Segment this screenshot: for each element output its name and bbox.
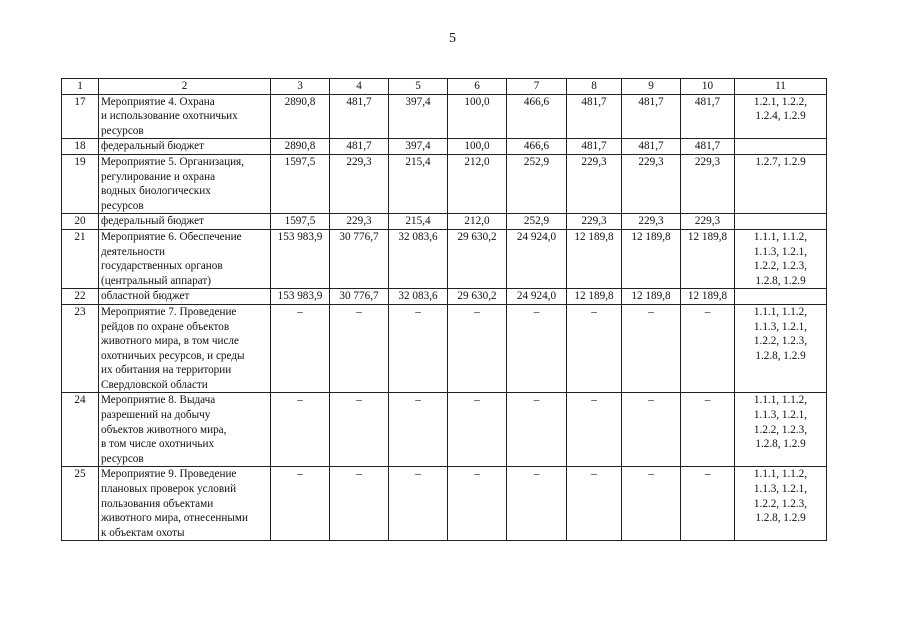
row-title-line: ресурсов [101, 199, 144, 212]
table-row [62, 139, 827, 155]
header-cell: 1 [62, 79, 99, 95]
row-title-line: регулирование и охрана [101, 170, 216, 183]
target-codes [735, 229, 827, 288]
target-code-line: 1.1.1, 1.1.2, [753, 468, 808, 481]
header-cell: 10 [681, 79, 735, 95]
value-cell: 215,4 [389, 214, 448, 230]
value-cell: 229,3 [330, 154, 389, 213]
value-cell: 397,4 [389, 94, 448, 139]
target-code-line: 1.2.2, 1.2.3, [753, 497, 808, 510]
row-title-line: их обитания на территории [101, 364, 232, 377]
row-title-line: водных биологических [101, 185, 211, 198]
row-title-line: Мероприятие 6. Обеспечение [101, 230, 242, 243]
target-code-line: 1.1.1, 1.1.2, [753, 305, 808, 318]
value-cell: – [330, 467, 389, 541]
value-cell: 32 083,6 [389, 229, 448, 288]
target-code-line: 1.2.2, 1.2.3, [753, 423, 808, 436]
target-code-line: 1.1.3, 1.2.1, [753, 483, 808, 496]
target-codes [735, 214, 827, 230]
value-cell: 29 630,2 [448, 289, 507, 305]
target-code-line: 1.1.1, 1.1.2, [753, 394, 808, 407]
header-cell: 8 [567, 79, 622, 95]
row-title-line: Мероприятие 5. Организация, [101, 155, 244, 168]
target-code-line: 1.2.1, 1.2.2, [753, 95, 808, 108]
row-title [99, 393, 271, 467]
target-codes [735, 94, 827, 139]
table-row [62, 214, 827, 230]
value-cell: 12 189,8 [567, 229, 622, 288]
row-number: 18 [62, 139, 99, 155]
value-cell: 466,6 [507, 139, 567, 155]
value-cell: – [271, 393, 330, 467]
value-cell: 229,3 [567, 154, 622, 213]
value-cell: – [507, 304, 567, 393]
value-cell: 100,0 [448, 94, 507, 139]
row-number: 22 [62, 289, 99, 305]
value-cell: – [271, 467, 330, 541]
row-number: 23 [62, 304, 99, 393]
row-number: 19 [62, 154, 99, 213]
row-number: 24 [62, 393, 99, 467]
row-title-line: Свердловской области [101, 378, 208, 391]
row-title-line: объектов животного мира, [101, 423, 227, 436]
target-code-line: 1.1.1, 1.1.2, [753, 230, 808, 243]
value-cell: 229,3 [681, 214, 735, 230]
value-cell: 481,7 [567, 94, 622, 139]
value-cell: 481,7 [330, 139, 389, 155]
row-title-line: плановых проверок условий [101, 483, 237, 496]
value-cell: – [622, 393, 681, 467]
row-title [99, 229, 271, 288]
target-code-line: 1.2.8, 1.2.9 [755, 438, 806, 451]
row-title-line: разрешений на добычу [101, 409, 211, 422]
target-codes [735, 139, 827, 155]
value-cell: – [681, 304, 735, 393]
row-title-line: и использование охотничьих [101, 110, 238, 123]
value-cell: – [507, 467, 567, 541]
value-cell: 30 776,7 [330, 229, 389, 288]
value-cell: – [681, 393, 735, 467]
target-code-line: 1.2.8, 1.2.9 [755, 349, 806, 362]
page-number: 5 [449, 31, 456, 46]
row-title-line: рейдов по охране объектов [101, 320, 230, 333]
target-codes [735, 467, 827, 541]
target-code-line: 1.2.7, 1.2.9 [755, 155, 806, 168]
value-cell: 12 189,8 [681, 229, 735, 288]
value-cell: – [448, 304, 507, 393]
row-number: 20 [62, 214, 99, 230]
row-title [99, 289, 271, 305]
row-title-line: Мероприятие 7. Проведение [101, 305, 237, 318]
value-cell: 481,7 [681, 94, 735, 139]
table-row [62, 289, 827, 305]
value-cell: – [622, 304, 681, 393]
header-cell: 3 [271, 79, 330, 95]
value-cell: – [389, 393, 448, 467]
value-cell: 153 983,9 [271, 229, 330, 288]
row-title-line: деятельности [101, 245, 166, 258]
value-cell: 12 189,8 [681, 289, 735, 305]
value-cell: – [448, 467, 507, 541]
value-cell: 252,9 [507, 214, 567, 230]
row-title-line: (центральный аппарат) [101, 274, 211, 287]
target-code-line: 1.1.3, 1.2.1, [753, 409, 808, 422]
value-cell: – [567, 467, 622, 541]
target-codes [735, 289, 827, 305]
value-cell: 29 630,2 [448, 229, 507, 288]
row-title [99, 214, 271, 230]
value-cell: – [448, 393, 507, 467]
value-cell: 397,4 [389, 139, 448, 155]
value-cell: 481,7 [681, 139, 735, 155]
value-cell: 481,7 [622, 94, 681, 139]
target-code-line: 1.2.8, 1.2.9 [755, 512, 806, 525]
value-cell: 481,7 [622, 139, 681, 155]
table-body [62, 79, 827, 541]
table-row [62, 304, 827, 393]
row-title-line: ресурсов [101, 452, 144, 465]
row-title [99, 94, 271, 139]
row-title-line: животного мира, отнесенными [101, 512, 248, 525]
value-cell: 229,3 [681, 154, 735, 213]
row-title-line: Мероприятие 9. Проведение [101, 468, 237, 481]
row-number: 17 [62, 94, 99, 139]
target-code-line: 1.1.3, 1.2.1, [753, 320, 808, 333]
target-code-line: 1.2.4, 1.2.9 [755, 110, 806, 123]
value-cell: 481,7 [330, 94, 389, 139]
target-code-line: 1.2.2, 1.2.3, [753, 335, 808, 348]
value-cell: 466,6 [507, 94, 567, 139]
table-row [62, 154, 827, 213]
header-cell: 2 [99, 79, 271, 95]
target-code-line: 1.1.3, 1.2.1, [753, 245, 808, 258]
budget-table [61, 78, 827, 541]
row-title-line: животного мира, в том числе [101, 335, 239, 348]
header-cell: 11 [735, 79, 827, 95]
value-cell: – [271, 304, 330, 393]
value-cell: 481,7 [567, 139, 622, 155]
value-cell: 229,3 [622, 154, 681, 213]
value-cell: – [330, 393, 389, 467]
header-row [62, 79, 827, 95]
value-cell: 1597,5 [271, 214, 330, 230]
header-cell: 7 [507, 79, 567, 95]
table-row [62, 94, 827, 139]
row-title-line: пользования объектами [101, 497, 214, 510]
target-code-line: 1.2.8, 1.2.9 [755, 274, 806, 287]
value-cell: 212,0 [448, 214, 507, 230]
row-number: 25 [62, 467, 99, 541]
value-cell: 12 189,8 [622, 229, 681, 288]
value-cell: 24 924,0 [507, 229, 567, 288]
value-cell: 215,4 [389, 154, 448, 213]
value-cell: 229,3 [330, 214, 389, 230]
row-title-line: к объектам охоты [101, 526, 185, 539]
target-codes [735, 304, 827, 393]
header-cell: 9 [622, 79, 681, 95]
value-cell: – [389, 304, 448, 393]
value-cell: 153 983,9 [271, 289, 330, 305]
value-cell: 100,0 [448, 139, 507, 155]
header-cell: 6 [448, 79, 507, 95]
value-cell: 229,3 [622, 214, 681, 230]
value-cell: 212,0 [448, 154, 507, 213]
table-row [62, 467, 827, 541]
value-cell: – [330, 304, 389, 393]
row-title-line: федеральный бюджет [101, 140, 204, 153]
value-cell: – [567, 393, 622, 467]
value-cell: 24 924,0 [507, 289, 567, 305]
value-cell: 12 189,8 [622, 289, 681, 305]
row-number: 21 [62, 229, 99, 288]
row-title-line: областной бюджет [101, 290, 190, 303]
value-cell: 229,3 [567, 214, 622, 230]
row-title-line: государственных органов [101, 260, 223, 273]
value-cell: – [389, 467, 448, 541]
row-title-line: охотничьих ресурсов, и среды [101, 349, 245, 362]
target-codes [735, 154, 827, 213]
header-cell: 5 [389, 79, 448, 95]
row-title [99, 467, 271, 541]
row-title [99, 304, 271, 393]
value-cell: 30 776,7 [330, 289, 389, 305]
value-cell: 2890,8 [271, 139, 330, 155]
target-codes [735, 393, 827, 467]
value-cell: – [507, 393, 567, 467]
value-cell: 2890,8 [271, 94, 330, 139]
row-title [99, 139, 271, 155]
row-title-line: в том числе охотничьих [101, 438, 215, 451]
value-cell: – [622, 467, 681, 541]
value-cell: – [681, 467, 735, 541]
value-cell: 1597,5 [271, 154, 330, 213]
header-cell: 4 [330, 79, 389, 95]
value-cell: 252,9 [507, 154, 567, 213]
row-title-line: Мероприятие 4. Охрана [101, 95, 215, 108]
row-title-line: Мероприятие 8. Выдача [101, 394, 216, 407]
value-cell: 32 083,6 [389, 289, 448, 305]
row-title-line: ресурсов [101, 124, 144, 137]
target-code-line: 1.2.2, 1.2.3, [753, 260, 808, 273]
table-row [62, 393, 827, 467]
value-cell: – [567, 304, 622, 393]
row-title-line: федеральный бюджет [101, 215, 204, 228]
value-cell: 12 189,8 [567, 289, 622, 305]
row-title [99, 154, 271, 213]
table-row [62, 229, 827, 288]
